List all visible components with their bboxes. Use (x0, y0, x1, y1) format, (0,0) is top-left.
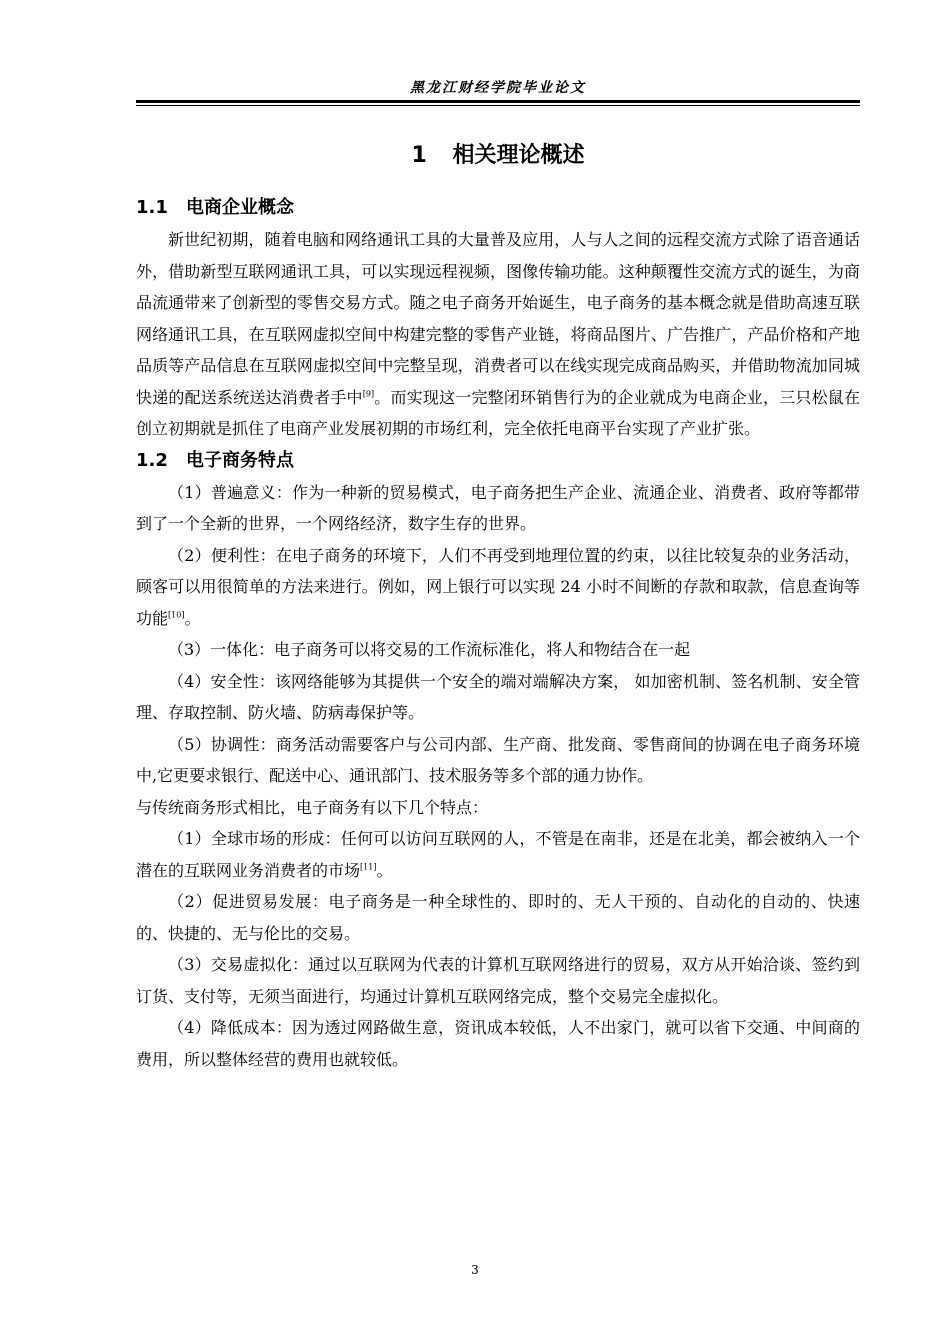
section-heading-1-1 (136, 192, 860, 224)
section-number: 1.2 (136, 449, 168, 471)
list-item (136, 1012, 860, 1075)
paragraph-text: （3）交易虚拟化：通过以互联网为代表的计算机互联网络进行的贸易，双方从开始洽谈、签约到订货、支付等，无须当面进行，均通过计算机互联网络完成，整个交易完全虚拟化。 (136, 955, 860, 1006)
list-item (136, 949, 860, 1012)
paragraph-text: （3）一体化：电子商务可以将交易的工作流标准化，将人和物结合在一起 (168, 640, 691, 659)
chapter-number: 1 (411, 143, 427, 168)
paragraph-text: （1）普遍意义：作为一种新的贸易模式，电子商务把生产企业、流通企业、消费者、政府等都带到了一个全新的世界，一个网络经济，数字生存的世界。 (136, 482, 860, 533)
paragraph-text: 。而实现这一完整闭环销售行为的企业就成为电商企业，三只松鼠在创立初期就是抓住了电商产业发展初期的市场红利，完全依托电商平台实现了产业扩张。 (136, 387, 860, 438)
section-title-text: 电子商务特点 (186, 449, 294, 471)
paragraph-text: （4）降低成本：因为透过网路做生意，资讯成本较低，人不出家门，就可以省下交通、中间商的费用，所以整体经营的费用也就较低。 (136, 1018, 860, 1069)
paragraph-text: 新世纪初期，随着电脑和网络通讯工具的大量普及应用，人与人之间的远程交流方式除了语音通话外，借助新型互联网通讯工具，可以实现远程视频，图像传输功能。这种颠覆性交流方式的诞生，为商品流通带来了创新型的零售交易方式。随之电子商务开始诞生，电子商务的基本概念就是借助高速互联网络通讯工具，在互联网虚拟空间中构建完整的零售产业链，将商品图片、广告推广，产品价格和产地品质等产品信息在互联网虚拟空间中完整呈现，消费者可以在线实现完成商品购买，并借助物流加同城快递的配送系统送达消费者手中 (136, 230, 860, 407)
list-item (136, 729, 860, 792)
page-body (136, 138, 860, 1075)
citation: [11] (360, 862, 377, 872)
paragraph (136, 224, 860, 445)
paragraph-text: （2）便利性：在电子商务的环境下，人们不再受到地理位置的约束，以往比较复杂的业务活动，顾客可以用很简单的方法来进行。例如，网上银行可以实现 24 小时不间断的存款和取款，信息查询等功能 (136, 545, 860, 628)
intro-line: 与传统商务形式相比，电子商务有以下几个特点： (136, 797, 489, 817)
list-item (136, 666, 860, 729)
paragraph-text: 。 (184, 608, 201, 628)
list-item (136, 823, 860, 886)
header-rule-thick (136, 100, 860, 103)
section-heading-1-2 (136, 445, 860, 477)
paragraph-text: （2）促进贸易发展：电子商务是一种全球性的、即时的、无人干预的、自动化的自动的、快速的、快捷的、无与伦比的交易。 (136, 892, 860, 943)
chapter-title-text: 相关理论概述 (452, 143, 585, 168)
list-item (136, 540, 860, 635)
list-item (136, 886, 860, 949)
citation: [10] (168, 610, 185, 620)
page-number: 3 (471, 1263, 479, 1277)
paragraph-text: （5）协调性：商务活动需要客户与公司内部、生产商、批发商、零售商间的协调在电子商务环境中,它更要求银行、配送中心、通讯部门、技术服务等多个部的通力协作。 (136, 734, 860, 785)
running-header: 黑龙江财经学院毕业论文 (410, 80, 586, 96)
header-rule-thin (136, 105, 860, 106)
citation: [9] (362, 389, 375, 399)
section-number: 1.1 (136, 197, 168, 218)
chapter-title (136, 138, 860, 174)
paragraph-text: （1）全球市场的形成：任何可以访问互联网的人，不管是在南非，还是在北美，都会被纳入一个潜在的互联网业务消费者的市场 (136, 829, 860, 880)
paragraph-text: 。 (376, 860, 393, 880)
list-item (136, 634, 860, 666)
section-title-text: 电商企业概念 (186, 197, 294, 218)
list-item (136, 477, 860, 540)
paragraph-text: （4）安全性：该网络能够为其提供一个安全的端对端解决方案， 如加密机制、签名机制、安全管理、存取控制、防火墙、防病毒保护等。 (136, 671, 860, 722)
